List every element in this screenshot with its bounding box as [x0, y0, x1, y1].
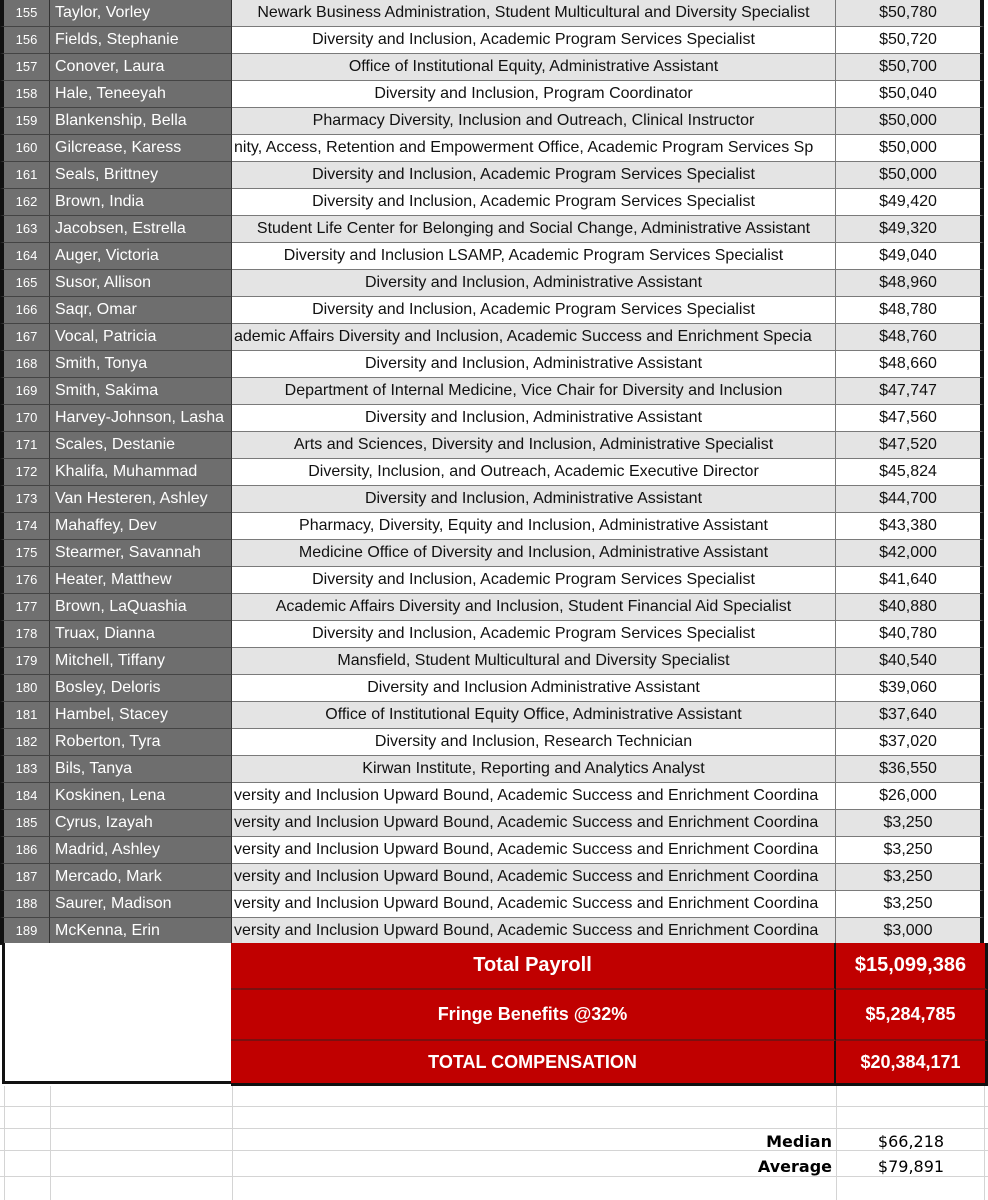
- job-title-cell[interactable]: [232, 702, 836, 729]
- employee-name-cell[interactable]: Conover, Laura: [50, 54, 232, 81]
- total-compensation-value[interactable]: $20,384,171: [836, 1041, 988, 1086]
- job-title-text: Student Life Center for Belonging and Social Change, Administrative Assistant: [256, 220, 811, 237]
- job-title-cell[interactable]: [232, 540, 836, 567]
- row-number[interactable]: 175: [0, 540, 50, 567]
- salary-cell[interactable]: $26,000: [836, 783, 984, 810]
- row-number[interactable]: 187: [0, 864, 50, 891]
- salary-cell[interactable]: $44,700: [836, 486, 984, 513]
- total-payroll-row: [231, 943, 988, 990]
- employee-name-cell[interactable]: Blankenship, Bella: [50, 108, 232, 135]
- job-title-text: Diversity and Inclusion, Administrative Assistant: [364, 274, 703, 291]
- grid-line: [50, 1086, 51, 1200]
- employee-name-cell[interactable]: Stearmer, Savannah: [50, 540, 232, 567]
- table-row: [0, 864, 988, 891]
- salary-cell[interactable]: $49,420: [836, 189, 984, 216]
- table-row: [0, 189, 988, 216]
- salary-cell[interactable]: $50,000: [836, 162, 984, 189]
- job-title-text: Pharmacy Diversity, Inclusion and Outreach, Clinical Instructor: [312, 112, 755, 129]
- salary-cell[interactable]: $50,720: [836, 27, 984, 54]
- table-row: [0, 567, 988, 594]
- job-title-text: Pharmacy, Diversity, Equity and Inclusion, Administrative Assistant: [299, 517, 768, 534]
- job-title-text: Diversity and Inclusion, Research Technician: [374, 733, 693, 750]
- salary-cell[interactable]: $50,040: [836, 81, 984, 108]
- row-number[interactable]: 159: [0, 108, 50, 135]
- job-title-cell[interactable]: [232, 108, 836, 135]
- salary-cell[interactable]: $42,000: [836, 540, 984, 567]
- job-title-cell[interactable]: [232, 756, 836, 783]
- salary-cell[interactable]: $50,700: [836, 54, 984, 81]
- employee-name-cell[interactable]: Jacobsen, Estrella: [50, 216, 232, 243]
- salary-cell[interactable]: $47,747: [836, 378, 984, 405]
- table-row: [0, 243, 988, 270]
- row-number[interactable]: 170: [0, 405, 50, 432]
- employee-name-cell[interactable]: Vocal, Patricia: [50, 324, 232, 351]
- row-number[interactable]: 184: [0, 783, 50, 810]
- row-number[interactable]: 185: [0, 810, 50, 837]
- job-title-cell[interactable]: [232, 810, 836, 837]
- job-title-text: nity, Access, Retention and Empowerment Office, Academic Program Services Sp: [234, 139, 814, 156]
- average-value[interactable]: $79,891: [877, 1157, 945, 1176]
- employee-name-cell[interactable]: Auger, Victoria: [50, 243, 232, 270]
- table-row: [0, 378, 988, 405]
- salary-cell[interactable]: $50,000: [836, 135, 984, 162]
- salary-cell[interactable]: $3,250: [836, 810, 984, 837]
- salary-cell[interactable]: $48,660: [836, 351, 984, 378]
- salary-cell[interactable]: $3,250: [836, 837, 984, 864]
- row-number[interactable]: 181: [0, 702, 50, 729]
- job-title-cell[interactable]: [232, 81, 836, 108]
- employee-name-cell[interactable]: Hambel, Stacey: [50, 702, 232, 729]
- employee-name-cell[interactable]: Cyrus, Izayah: [50, 810, 232, 837]
- total-payroll-label[interactable]: Total Payroll: [231, 943, 836, 990]
- job-title-text: Diversity and Inclusion, Academic Program Services Specialist: [312, 571, 755, 588]
- job-title-text: versity and Inclusion Upward Bound, Academic Success and Enrichment Coordina: [234, 868, 819, 885]
- employee-name-cell[interactable]: Mercado, Mark: [50, 864, 232, 891]
- job-title-text: Diversity and Inclusion Administrative Assistant: [367, 679, 700, 696]
- job-title-text: Diversity and Inclusion, Academic Program Services Specialist: [312, 301, 755, 318]
- job-title-text: Newark Business Administration, Student Multicultural and Diversity Specialist: [257, 4, 810, 21]
- row-number[interactable]: 163: [0, 216, 50, 243]
- job-title-cell[interactable]: [232, 432, 836, 459]
- job-title-cell[interactable]: [232, 513, 836, 540]
- salary-cell[interactable]: $45,824: [836, 459, 984, 486]
- row-number[interactable]: 180: [0, 675, 50, 702]
- table-row: [0, 432, 988, 459]
- job-title-text: Diversity and Inclusion, Academic Program Services Specialist: [312, 625, 755, 642]
- row-number[interactable]: 167: [0, 324, 50, 351]
- job-title-text: Office of Institutional Equity Office, Administrative Assistant: [325, 706, 742, 723]
- job-title-text: Department of Internal Medicine, Vice Chair for Diversity and Inclusion: [284, 382, 783, 399]
- table-row: [0, 405, 988, 432]
- table-row: [0, 729, 988, 756]
- job-title-text: Medicine Office of Diversity and Inclusion, Administrative Assistant: [298, 544, 769, 561]
- job-title-cell[interactable]: [232, 0, 836, 27]
- employee-name-cell[interactable]: Hale, Teneeyah: [50, 81, 232, 108]
- job-title-text: Mansfield, Student Multicultural and Diversity Specialist: [337, 652, 730, 669]
- salary-cell[interactable]: $3,250: [836, 891, 984, 918]
- job-title-cell[interactable]: [232, 243, 836, 270]
- row-number[interactable]: 172: [0, 459, 50, 486]
- job-title-text: Diversity and Inclusion, Administrative Assistant: [364, 355, 703, 372]
- job-title-cell[interactable]: [232, 621, 836, 648]
- grid-line: [0, 1128, 988, 1129]
- job-title-cell[interactable]: [232, 567, 836, 594]
- job-title-cell[interactable]: [232, 27, 836, 54]
- job-title-text: versity and Inclusion Upward Bound, Academic Success and Enrichment Coordina: [234, 841, 819, 858]
- job-title-cell[interactable]: [232, 675, 836, 702]
- employee-name-cell[interactable]: Saqr, Omar: [50, 297, 232, 324]
- table-row: [0, 918, 988, 945]
- salary-cell[interactable]: $41,640: [836, 567, 984, 594]
- table-row: [0, 27, 988, 54]
- job-title-text: versity and Inclusion Upward Bound, Academic Success and Enrichment Coordina: [234, 922, 819, 939]
- table-row: [0, 351, 988, 378]
- job-title-text: Diversity and Inclusion LSAMP, Academic Program Services Specialist: [283, 247, 784, 264]
- row-number[interactable]: 188: [0, 891, 50, 918]
- job-title-cell[interactable]: [232, 270, 836, 297]
- row-number[interactable]: 186: [0, 837, 50, 864]
- table-row: [0, 0, 988, 27]
- grid-line: [4, 1086, 5, 1200]
- employee-name-cell[interactable]: McKenna, Erin: [50, 918, 232, 945]
- job-title-cell[interactable]: [232, 324, 836, 351]
- job-title-text: Office of Institutional Equity, Administrative Assistant: [348, 58, 719, 75]
- summary-blank-cell[interactable]: [2, 943, 231, 1084]
- salary-cell[interactable]: $48,780: [836, 297, 984, 324]
- row-number[interactable]: 164: [0, 243, 50, 270]
- row-number[interactable]: 179: [0, 648, 50, 675]
- employee-name-cell[interactable]: Bosley, Deloris: [50, 675, 232, 702]
- total-compensation-label[interactable]: TOTAL COMPENSATION: [231, 1041, 836, 1086]
- employee-name-cell[interactable]: Taylor, Vorley: [50, 0, 232, 27]
- job-title-text: versity and Inclusion Upward Bound, Academic Success and Enrichment Coordina: [234, 787, 819, 804]
- job-title-text: versity and Inclusion Upward Bound, Academic Success and Enrichment Coordina: [234, 895, 819, 912]
- job-title-cell[interactable]: [232, 378, 836, 405]
- row-number[interactable]: 166: [0, 297, 50, 324]
- row-number[interactable]: 174: [0, 513, 50, 540]
- employee-name-cell[interactable]: Saurer, Madison: [50, 891, 232, 918]
- salary-cell[interactable]: $39,060: [836, 675, 984, 702]
- employee-name-cell[interactable]: Heater, Matthew: [50, 567, 232, 594]
- salary-cell[interactable]: $3,000: [836, 918, 984, 945]
- salary-cell[interactable]: $36,550: [836, 756, 984, 783]
- salary-cell[interactable]: $48,760: [836, 324, 984, 351]
- employee-name-cell[interactable]: Smith, Tonya: [50, 351, 232, 378]
- job-title-cell[interactable]: [232, 351, 836, 378]
- salary-cell[interactable]: $47,520: [836, 432, 984, 459]
- salary-cell[interactable]: $37,640: [836, 702, 984, 729]
- employee-name-cell[interactable]: Roberton, Tyra: [50, 729, 232, 756]
- row-number[interactable]: 157: [0, 54, 50, 81]
- row-number[interactable]: 176: [0, 567, 50, 594]
- grid-line: [0, 1106, 988, 1107]
- row-number[interactable]: 178: [0, 621, 50, 648]
- job-title-text: Diversity and Inclusion, Academic Program Services Specialist: [312, 193, 755, 210]
- table-row: [0, 837, 988, 864]
- table-row: [0, 459, 988, 486]
- row-number[interactable]: 161: [0, 162, 50, 189]
- average-label: Average: [757, 1157, 832, 1176]
- salary-cell[interactable]: $49,040: [836, 243, 984, 270]
- job-title-text: versity and Inclusion Upward Bound, Academic Success and Enrichment Coordina: [234, 814, 819, 831]
- summary-block: [0, 943, 988, 1086]
- job-title-cell[interactable]: [232, 135, 836, 162]
- job-title-cell[interactable]: [232, 729, 836, 756]
- table-row: [0, 513, 988, 540]
- employee-name-cell[interactable]: Fields, Stephanie: [50, 27, 232, 54]
- job-title-text: ademic Affairs Diversity and Inclusion, Academic Success and Enrichment Specia: [234, 328, 812, 345]
- table-row: [0, 108, 988, 135]
- job-title-cell[interactable]: [232, 459, 836, 486]
- grid-line: [232, 1086, 233, 1200]
- job-title-cell[interactable]: [232, 162, 836, 189]
- table-row: [0, 702, 988, 729]
- table-row: [0, 297, 988, 324]
- job-title-text: Diversity and Inclusion, Academic Program Services Specialist: [312, 31, 755, 48]
- table-row: [0, 540, 988, 567]
- job-title-text: Diversity, Inclusion, and Outreach, Academic Executive Director: [308, 463, 759, 480]
- row-number[interactable]: 182: [0, 729, 50, 756]
- salary-cell[interactable]: $40,780: [836, 621, 984, 648]
- salary-cell[interactable]: $40,540: [836, 648, 984, 675]
- job-title-text: Arts and Sciences, Diversity and Inclusion, Administrative Specialist: [293, 436, 774, 453]
- employee-name-cell[interactable]: Scales, Destanie: [50, 432, 232, 459]
- table-row: [0, 486, 988, 513]
- job-title-text: Diversity and Inclusion, Administrative Assistant: [364, 409, 703, 426]
- fringe-benefits-value[interactable]: $5,284,785: [836, 990, 988, 1041]
- salary-cell[interactable]: $50,000: [836, 108, 984, 135]
- employee-name-cell[interactable]: Van Hesteren, Ashley: [50, 486, 232, 513]
- salary-cell[interactable]: $48,960: [836, 270, 984, 297]
- total-payroll-value[interactable]: $15,099,386: [836, 943, 988, 990]
- median-label: Median: [766, 1132, 832, 1151]
- salary-cell[interactable]: $47,560: [836, 405, 984, 432]
- employee-name-cell[interactable]: Susor, Allison: [50, 270, 232, 297]
- row-number[interactable]: 156: [0, 27, 50, 54]
- job-title-cell[interactable]: [232, 486, 836, 513]
- employee-name-cell[interactable]: Bils, Tanya: [50, 756, 232, 783]
- table-row: [0, 54, 988, 81]
- grid-line: [0, 1176, 988, 1177]
- table-row: [0, 594, 988, 621]
- job-title-text: Academic Affairs Diversity and Inclusion, Student Financial Aid Specialist: [275, 598, 792, 615]
- job-title-cell[interactable]: [232, 783, 836, 810]
- row-number[interactable]: 189: [0, 918, 50, 945]
- table-row: [0, 648, 988, 675]
- row-number[interactable]: 165: [0, 270, 50, 297]
- job-title-text: Diversity and Inclusion, Academic Program Services Specialist: [312, 166, 755, 183]
- row-number[interactable]: 160: [0, 135, 50, 162]
- table-row: [0, 783, 988, 810]
- total-compensation-row: [231, 1041, 988, 1086]
- salary-cell[interactable]: $43,380: [836, 513, 984, 540]
- employee-name-cell[interactable]: Smith, Sakima: [50, 378, 232, 405]
- employee-name-cell[interactable]: Madrid, Ashley: [50, 837, 232, 864]
- job-title-cell[interactable]: [232, 891, 836, 918]
- job-title-cell[interactable]: [232, 864, 836, 891]
- row-number[interactable]: 169: [0, 378, 50, 405]
- job-title-cell[interactable]: [232, 297, 836, 324]
- salary-cell[interactable]: $40,880: [836, 594, 984, 621]
- table-row: [0, 675, 988, 702]
- median-value[interactable]: $66,218: [877, 1132, 945, 1151]
- employee-name-cell[interactable]: Gilcrease, Karess: [50, 135, 232, 162]
- table-row: [0, 81, 988, 108]
- job-title-text: Diversity and Inclusion, Administrative Assistant: [364, 490, 703, 507]
- salary-cell[interactable]: $50,780: [836, 0, 984, 27]
- row-number[interactable]: 173: [0, 486, 50, 513]
- table-row: [0, 162, 988, 189]
- employee-name-cell[interactable]: Truax, Dianna: [50, 621, 232, 648]
- row-number[interactable]: 171: [0, 432, 50, 459]
- employee-name-cell[interactable]: Mahaffey, Dev: [50, 513, 232, 540]
- salary-cell[interactable]: $49,320: [836, 216, 984, 243]
- employee-name-cell[interactable]: Mitchell, Tiffany: [50, 648, 232, 675]
- fringe-benefits-row: [231, 990, 988, 1041]
- salary-cell[interactable]: $37,020: [836, 729, 984, 756]
- row-number[interactable]: 155: [0, 0, 50, 27]
- employee-name-cell[interactable]: Seals, Brittney: [50, 162, 232, 189]
- row-number[interactable]: 183: [0, 756, 50, 783]
- job-title-cell[interactable]: [232, 189, 836, 216]
- job-title-cell[interactable]: [232, 54, 836, 81]
- row-number[interactable]: 162: [0, 189, 50, 216]
- table-row: [0, 135, 988, 162]
- job-title-cell[interactable]: [232, 648, 836, 675]
- table-row: [0, 216, 988, 243]
- table-row: [0, 891, 988, 918]
- job-title-cell[interactable]: [232, 918, 836, 945]
- table-row: [0, 810, 988, 837]
- employee-name-cell[interactable]: Koskinen, Lena: [50, 783, 232, 810]
- empty-grid-area[interactable]: [0, 1086, 988, 1200]
- table-row: [0, 270, 988, 297]
- table-row: [0, 324, 988, 351]
- employee-name-cell[interactable]: Brown, LaQuashia: [50, 594, 232, 621]
- row-number[interactable]: 158: [0, 81, 50, 108]
- row-number[interactable]: 177: [0, 594, 50, 621]
- job-title-cell[interactable]: [232, 837, 836, 864]
- employee-name-cell[interactable]: Harvey-Johnson, Lasha: [50, 405, 232, 432]
- job-title-cell[interactable]: [232, 216, 836, 243]
- table-row: [0, 621, 988, 648]
- job-title-text: Kirwan Institute, Reporting and Analytics Analyst: [362, 760, 705, 777]
- employee-name-cell[interactable]: Brown, India: [50, 189, 232, 216]
- row-number[interactable]: 168: [0, 351, 50, 378]
- job-title-cell[interactable]: [232, 594, 836, 621]
- table-row: [0, 756, 988, 783]
- job-title-text: Diversity and Inclusion, Program Coordinator: [374, 85, 693, 102]
- employee-name-cell[interactable]: Khalifa, Muhammad: [50, 459, 232, 486]
- salary-cell[interactable]: $3,250: [836, 864, 984, 891]
- fringe-benefits-label[interactable]: Fringe Benefits @32%: [231, 990, 836, 1041]
- job-title-cell[interactable]: [232, 405, 836, 432]
